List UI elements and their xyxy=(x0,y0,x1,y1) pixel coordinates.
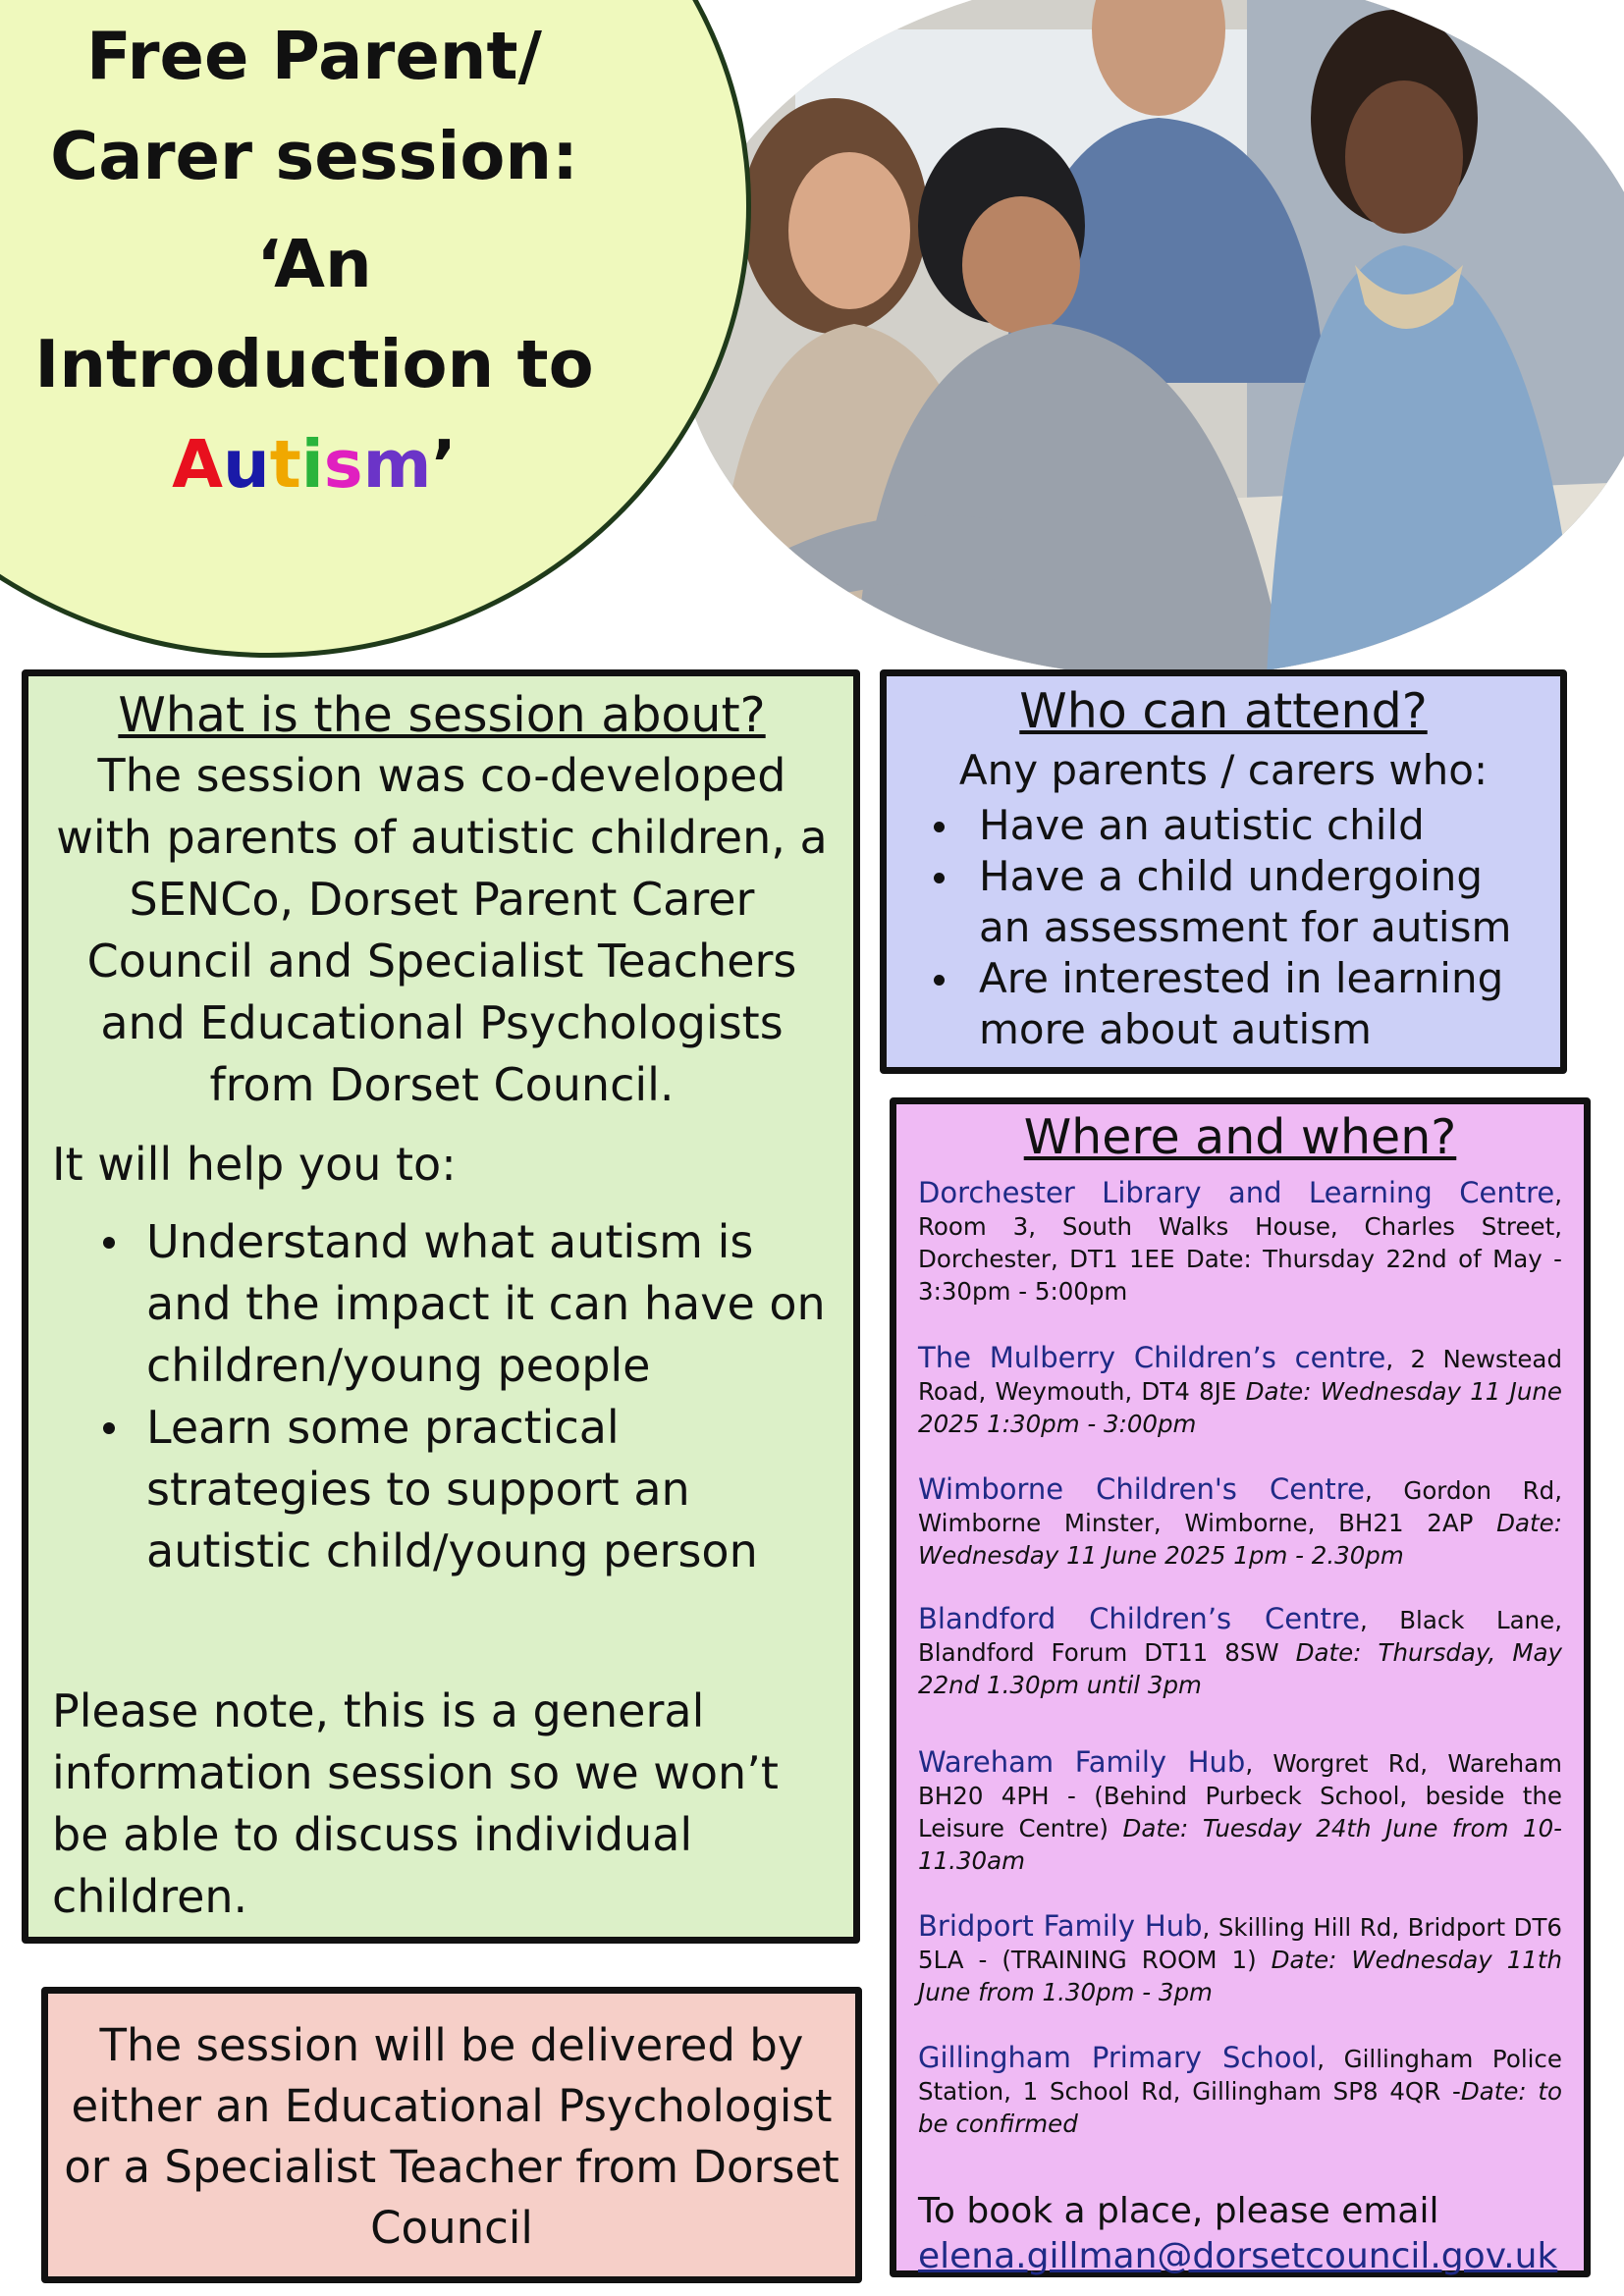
title-line-4: Introduction to xyxy=(34,326,594,402)
venue-name: Bridport Family Hub xyxy=(918,1909,1203,1943)
venue-address: , Skilling Hill Rd, Bridport DT6 5LA - (TRAINING ROOM 1) xyxy=(918,1913,1563,1974)
venue-name: Wareham Family Hub xyxy=(918,1745,1246,1779)
who-subheading: Any parents / carers who: xyxy=(958,746,1489,794)
who-heading: Who can attend? xyxy=(1019,683,1428,739)
venue-date: Date: to be confirmed xyxy=(918,2077,1562,2138)
about-heading: What is the session about? xyxy=(118,687,766,743)
closing-quote: ’ xyxy=(431,426,457,503)
where-heading: Where and when? xyxy=(1023,1109,1457,1165)
venue-date: Date: Wednesday 11th June from 1.30pm - 3pm xyxy=(918,1946,1562,2006)
venue-address: , 2 Newstead Road, Weymouth, DT4 8JE xyxy=(918,1345,1562,1406)
venue-name: Wimborne Children's Centre xyxy=(918,1472,1365,1506)
where-panel xyxy=(890,1097,1591,2277)
header-photo xyxy=(677,0,1624,677)
venue-address: , Gillingham Police Station, 1 School Rd, Gillingham SP8 4QR - xyxy=(918,2045,1562,2106)
booking-info xyxy=(918,2189,1562,2279)
title-autism-word xyxy=(0,414,628,514)
venue-date: Date: Thursday, May 22nd 1.30pm until 3pm xyxy=(918,1638,1562,1699)
about-note: Please note, this is a general information session so we won’t be able to discuss individual children. xyxy=(52,1684,779,1923)
list-item: Are interested in learning more about autism xyxy=(979,953,1546,1055)
venue-date: Date: Wednesday 11 June 2025 1pm - 2.30pm xyxy=(918,1509,1562,1570)
about-bullet-list xyxy=(52,1211,832,1582)
list-item: Have an autistic child xyxy=(979,800,1546,851)
booking-email-link[interactable]: elena.gillman@dorsetcouncil.gov.uk xyxy=(918,2236,1558,2276)
venue-date: Date: Wednesday 11 June 2025 1:30pm - 3:00pm xyxy=(918,1377,1562,1438)
venue-item xyxy=(918,1603,1562,1701)
venue-name: Dorchester Library and Learning Centre xyxy=(918,1176,1555,1209)
about-intro: The session was co-developed with parents of autistic children, a SENCo, Dorset Parent Carer Council and Specialist Teachers and Educational Psychologists from Dorset Council. xyxy=(56,749,828,1111)
venue-item xyxy=(918,2042,1562,2140)
who-panel xyxy=(880,669,1567,1074)
venue-item xyxy=(918,1177,1562,1308)
title-line-1: Free Parent/ xyxy=(86,18,542,94)
venue-date: Date: Tuesday 24th June from 10-11.30am xyxy=(918,1814,1562,1875)
venue-name: Gillingham Primary School xyxy=(918,2041,1318,2074)
venue-item xyxy=(918,1910,1562,2008)
venue-address: , Gordon Rd, Wimborne Minster, Wimborne, BH21 2AP xyxy=(918,1476,1562,1537)
title-line-2: Carer session: xyxy=(50,118,578,194)
autism-letter: i xyxy=(300,426,324,503)
venue-address: , Black Lane, Blandford Forum DT11 8SW xyxy=(918,1606,1562,1667)
people-photo-illustration xyxy=(677,0,1624,677)
venue-name: Blandford Children’s Centre xyxy=(918,1602,1360,1635)
about-help-intro: It will help you to: xyxy=(52,1138,457,1191)
booking-text: To book a place, please email xyxy=(918,2191,1439,2231)
autism-letter: A xyxy=(172,426,223,503)
about-panel xyxy=(22,669,860,1944)
autism-letter: m xyxy=(362,426,432,503)
venue-address: , Worgret Rd, Wareham BH20 4PH - (Behind Purbeck School, beside the Leisure Centre) xyxy=(918,1749,1562,1842)
list-item: Have a child undergoing an assessment for autism xyxy=(979,851,1546,953)
list-item: Understand what autism is and the impact it can have on children/young people xyxy=(146,1211,832,1397)
page-title xyxy=(0,6,628,514)
autism-letter: s xyxy=(323,426,363,503)
autism-letter: t xyxy=(269,426,301,503)
venue-name: The Mulberry Children’s centre xyxy=(918,1341,1386,1374)
delivery-panel xyxy=(41,1987,862,2283)
list-item: Learn some practical strategies to support an autistic child/young person xyxy=(146,1397,832,1582)
venue-address: , Room 3, South Walks House, Charles Street, Dorchester, DT1 1EE Date: Thursday 22nd of May - 3:30pm - 5:00pm xyxy=(918,1180,1562,1306)
autism-letter: u xyxy=(222,426,270,503)
who-bullet-list xyxy=(900,800,1546,1055)
venue-item xyxy=(918,1473,1562,1572)
delivery-text: The session will be delivered by either an Educational Psychologist or a Specialist Teacher from Dorset Council xyxy=(64,2019,839,2254)
venue-item xyxy=(918,1342,1562,1440)
venue-item xyxy=(918,1746,1562,1877)
title-line-3: ‘An xyxy=(256,226,372,302)
